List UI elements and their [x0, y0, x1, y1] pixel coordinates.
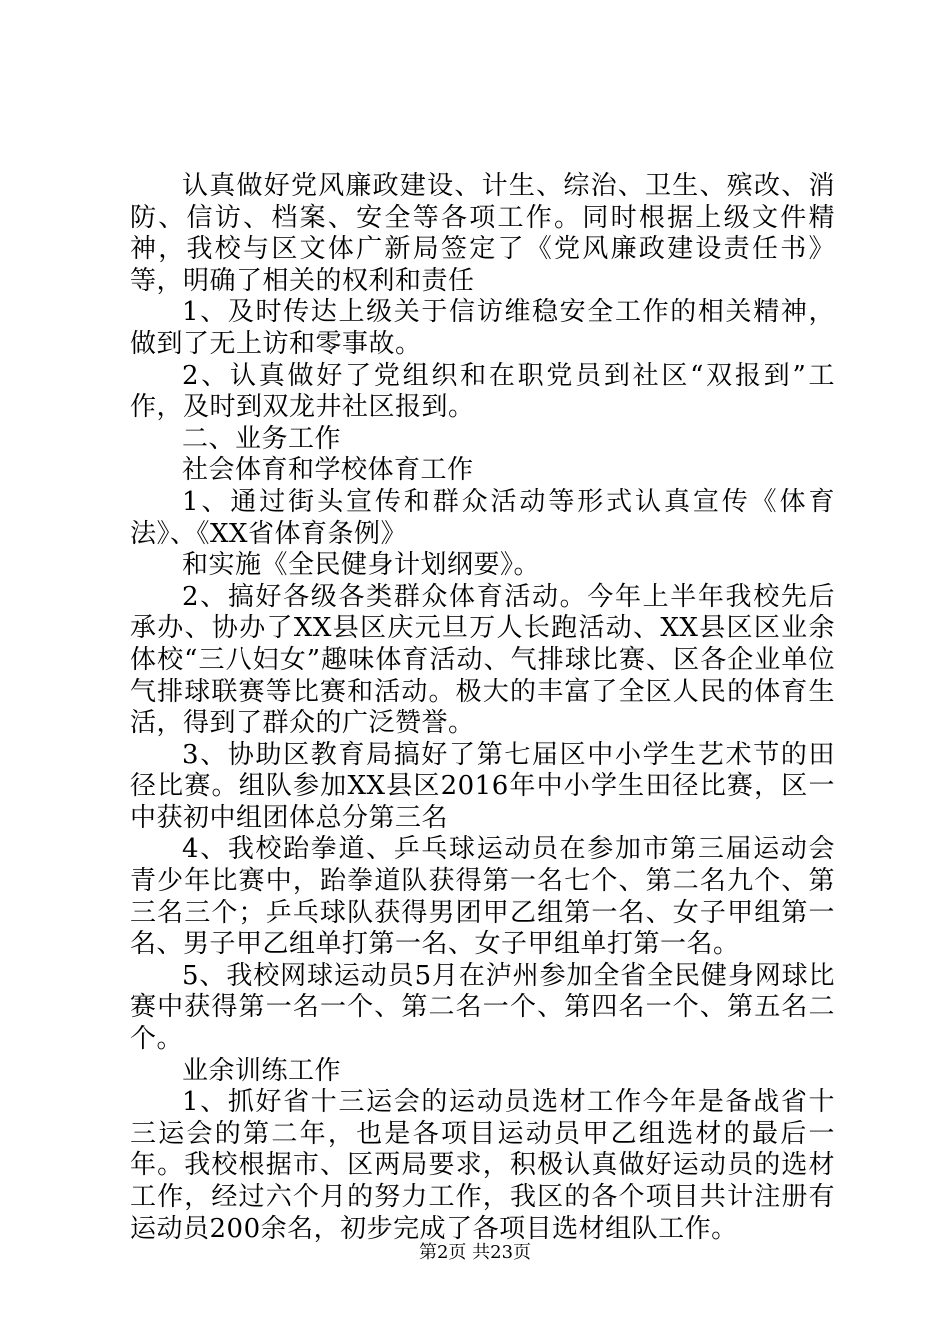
paragraph: 1、及时传达上级关于信访维稳安全工作的相关精神，做到了无上访和零事故。 [130, 297, 835, 359]
subsection-heading: 社会体育和学校体育工作 [182, 455, 474, 486]
page-number: 第2页 [418, 1242, 467, 1263]
section-heading: 二、业务工作 [182, 423, 342, 454]
page-footer [0, 1242, 950, 1264]
paragraph: 2、认真做好了党组织和在职党员到社区“双报到”工作，及时到双龙井社区报到。 [130, 360, 835, 423]
paragraph: 5、我校网球运动员5月在泸州参加全省全民健身网球比赛中获得第一名一个、第二名一个、第四名一个、第五名二个。 [130, 960, 835, 1055]
paragraph: 3、协助区教育局搞好了第七届区中小学生艺术节的田径比赛。组队参加XX县区2016年中小学生田径比赛，区一中获初中组团体总分第三名 [130, 739, 835, 833]
subsection-heading: 业余训练工作 [182, 1055, 342, 1086]
document-body [130, 171, 835, 1245]
paragraph: 认真做好党风廉政建设、计生、综治、卫生、殡改、消防、信访、档案、安全等各项工作。同时根据上级文件精神，我校与区文体广新局签定了《党风廉政建设责任书》等，明确了相关的权利和责任 [130, 171, 835, 296]
paragraph: 1、通过街头宣传和群众活动等形式认真宣传《体育法》、《XX省体育条例》 [130, 486, 835, 549]
paragraph: 4、我校跆拳道、乒乓球运动员在参加市第三届运动会青少年比赛中，跆拳道队获得第一名七个、第二名九个、第三名三个；乒乓球队获得男团甲乙组第一名、女子甲组第一名、男子甲乙组单打第一名、女子甲组单打第一名。 [130, 834, 835, 960]
paragraph: 和实施《全民健身计划纲要》。 [182, 550, 541, 581]
paragraph: 2、搞好各级各类群众体育活动。今年上半年我校先后承办、协办了XX县区庆元旦万人长跑活动、XX县区区业余体校“三八妇女”趣味体育活动、气排球比赛、区各企业单位气排球联赛等比赛和活动。极大的丰富了全区人民的体育生活，得到了群众的广泛赞誉。 [130, 581, 835, 739]
paragraph: 1、抓好省十三运会的运动员选材工作今年是备战省十三运会的第二年，也是各项目运动员甲乙组选材的最后一年。我校根据市、区两局要求，积极认真做好运动员的选材工作，经过六个月的努力工作，我区的各个项目共计注册有运动员200余名，初步完成了各项目选材组队工作。 [130, 1087, 835, 1244]
page-total: 共23页 [472, 1242, 532, 1263]
